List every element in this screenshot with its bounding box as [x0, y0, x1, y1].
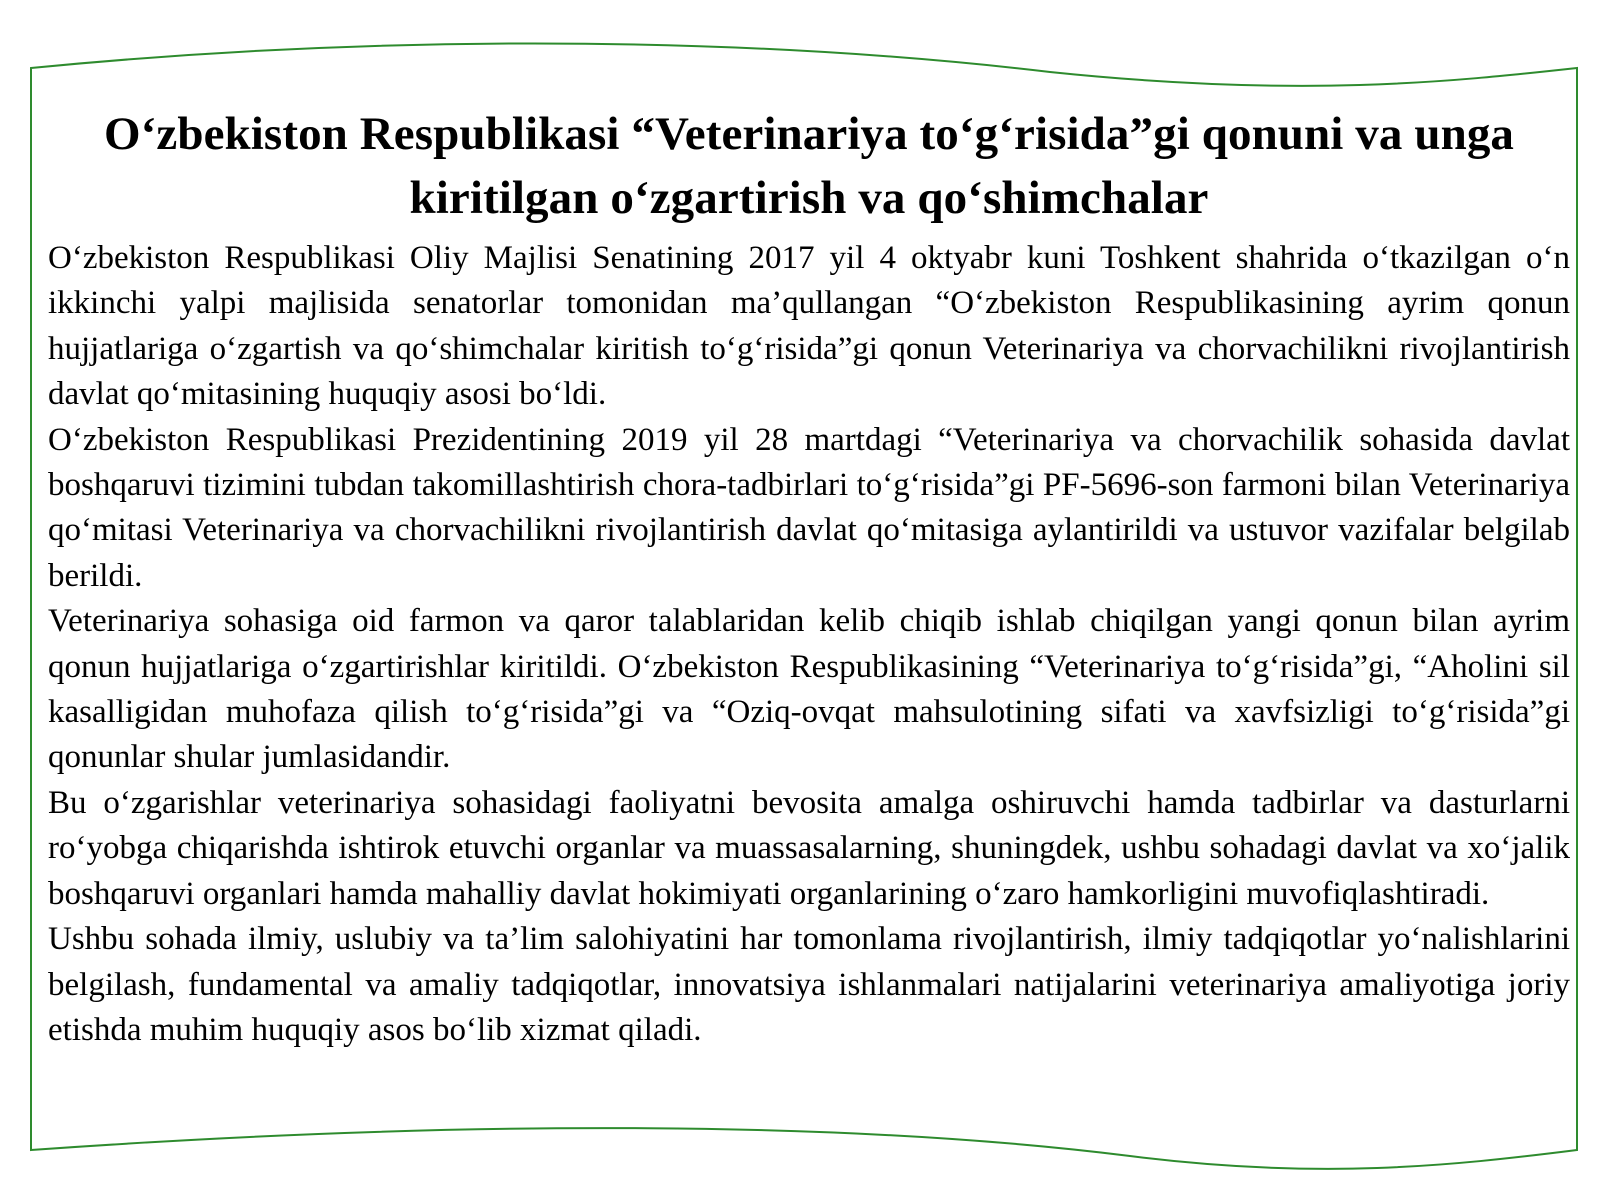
document-title: O‘zbekiston Respublikasi “Veterinariya to‘g‘risida”gi qonuni va unga kiritilgan o‘zgartirish va qo‘shimchalar [103, 108, 1515, 224]
paragraph-1: O‘zbekiston Respublikasi Oliy Majlisi Senatining 2017 yil 4 oktyabr kuni Toshkent shahrida o‘tkazilgan o‘n ikkinchi yalpi majlisida senatorlar tomonidan ma’qullangan “O‘zbekiston Respublikasining ayrim qonun hujjatlariga o‘zgartish va qo‘shimchalar kiritish to‘g‘risida”gi qonun Veterinariya va chorvachilikni rivojlantirish davlat qo‘mitasining huquqiy asosi bo‘ldi. [48, 240, 1570, 413]
document-content [48, 102, 1570, 1053]
paragraph-2: O‘zbekiston Respublikasi Prezidentining 2019 yil 28 martdagi “Veterinariya va chorvachilik sohasida davlat boshqaruvi tizimini tubdan takomillashtirish chora-tadbirlari to‘g‘risida”gi PF-5696-son farmoni bilan Veterinariya qo‘mitasi Veterinariya va chorvachilikni rivojlantirish davlat qo‘mitasiga aylantirildi va ustuvor vazifalar belgilab berildi. [48, 421, 1570, 594]
document-body [48, 236, 1570, 1053]
paragraph-5: Ushbu sohada ilmiy, uslubiy va ta’lim salohiyatini har tomonlama rivojlantirish, ilmiy tadqiqotlar yo‘nalishlarini belgilash, fundamental va amaliy tadqiqotlar, innovatsiya ishlanmalari natijalarini veterinariya amaliyotiga joriy etishda muhim huquqiy asos bo‘lib xizmat qiladi. [48, 921, 1570, 1048]
paragraph-3: Veterinariya sohasiga oid farmon va qaror talablaridan kelib chiqib ishlab chiqilgan yangi qonun bilan ayrim qonun hujjatlariga o‘zgartirishlar kiritildi. O‘zbekiston Respublikasining “Veterinariya to‘g‘risida”gi, “Aholini sil kasalligidan muhofaza qilish to‘g‘risida”gi va “Oziq-ovqat mahsulotining sifati va xavfsizligi to‘g‘risida”gi qonunlar shular jumlasidandir. [48, 603, 1570, 776]
paragraph-4: Bu o‘zgarishlar veterinariya sohasidagi faoliyatni bevosita amalga oshiruvchi hamda tadbirlar va dasturlarni ro‘yobga chiqarishda ishtirok etuvchi organlar va muassasalarning, shuningdek, ushbu sohadagi davlat va xo‘jalik boshqaruvi organlari hamda mahalliy davlat hokimiyati organlarining o‘zaro hamkorligini muvofiqlashtiradi. [48, 784, 1570, 912]
